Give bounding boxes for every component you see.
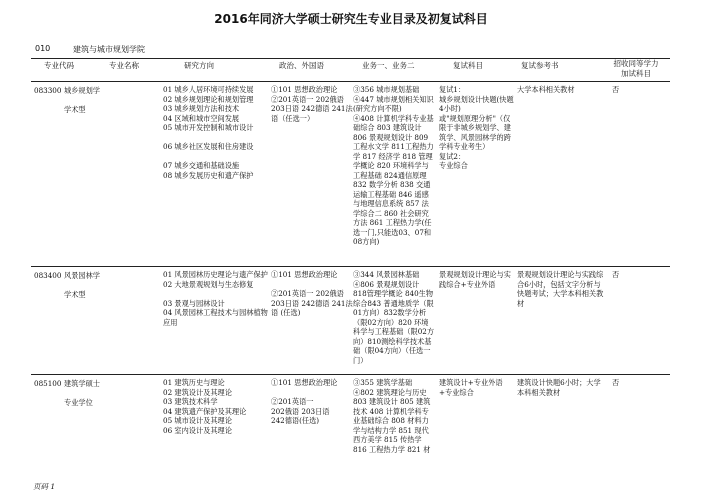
row-separator [31,374,670,375]
header-politics: 政治、外国语 [279,61,324,70]
row-retest: 建筑设计+专业外语+专业综合 [439,378,503,397]
row-business: ③344 风景园林基础 ④806 景观规划设计 818管理学概论 840生物综合843 普通地质学（限01方向）832数学分析（限02方向）820 环境科学与工程基础（限02方向）810测绘科学技术基础（限04方向）（任选一门） [353,270,435,365]
row-separator [31,266,670,267]
header-retest: 复试科目 [453,61,483,70]
header-direction: 研究方向 [184,61,214,70]
row-reference: 景观规划设计理论与实践综合6小时，包括文字分析与快题考试；大学本科相关教材 [517,270,604,308]
header-equivalent: 招收同等学力 加试科目 [613,59,659,78]
header-major: 专业名称 [109,61,139,70]
table-top-rule [31,58,670,59]
header-bottom-rule [31,81,670,82]
row-equivalent: 否 [612,378,620,387]
row-business: ③356 城市规划基础 ④447 城市规划相关知识(研究方向不限) ④408 计算机学科专业基础综合 803 建筑设计 806 景观规划设计 809 工程水文学 811工程热力学 817 经济学 818 管理学概论 820 环境科学与工程基础 824通信原理 832 数学分析 838 交通运输工程基础 846 遥感与地理信息系统 857 法学综合二 860 社会研究方法 861 工程热力学(任选一门,只能选03、07和08方向) [353,85,434,246]
department-code: 010 [35,44,51,53]
row-direction: 01 风景园林历史理论与遗产保护 02 大地景观规划与生态修复 03 景观与园林设计 04 风景园林工程技术与园林植物应用 [163,270,268,327]
page-title: 2016年同济大学硕士研究生专业目录及初复试科目 [214,12,488,26]
row-direction: 01 城乡人居环境可持续发展 02 城乡规划理论和规划管理 03 城乡规划方法和技术 04 区域和城市空间发展 05 城市开发控制和城市设计 06 城乡社区发展和住房建设 07 城乡交通和基础设施 08 城乡发展历史和遗产保护 [163,85,254,180]
row-major: 风景园林学 学术型 [64,271,100,299]
header-code: 专业代码 [44,61,74,70]
row-politics: ①101 思想政治理论 ②201英语一 202俄语 203日语 242德语(任选) [271,378,338,425]
row-reference: 大学本科相关教材 [517,85,575,94]
row-politics: ①101 思想政治理论 ②201英语一 202俄语 203日语 242德语 241法语 (任选) [271,270,353,317]
row-equivalent: 否 [612,85,620,94]
row-code: 083300 [34,86,62,95]
row-equivalent: 否 [612,270,620,279]
row-retest: 复试1： 城乡规划设计快题(快题4小时) 或"规划原理分析"（仅限于非城乡规划学、建筑学、风景园林学的跨学科专业考生） 复试2： 专业综合 [439,85,514,170]
row-major: 建筑学硕士 专业学位 [64,379,100,407]
row-politics: ①101 思想政治理论 ②201英语一 202俄语 203日语 242德语 241法语（任选一） [271,85,353,123]
row-business: ③355 建筑学基础 ④802 建筑理论与历史 803 建筑设计 805 建筑技术 408 计算机学科专业基础综合 808 材料力学与结构力学 851 现代西方美学 815 传热学 816 工程热力学 821 材 [353,378,431,454]
row-direction: 01 建筑历史与理论 02 建筑设计及其理论 03 建筑技术科学 04 建筑遗产保护及其理论 05 城市设计及其理论 06 室内设计及其理论 [163,378,247,435]
row-code: 083400 [34,271,62,280]
row-major: 城乡规划学 学术型 [64,86,100,114]
row-reference: 建筑设计快题6小时；大学本科相关教材 [517,378,601,397]
row-code: 085100 [34,379,62,388]
page-number: 页码 1 [33,482,56,491]
row-retest: 景观规划设计理论与实践综合+专业外语 [439,270,511,289]
header-business: 业务一、业务二 [362,61,415,70]
header-reference: 复试参考书 [521,61,559,70]
department-name: 建筑与城市规划学院 [73,45,145,54]
